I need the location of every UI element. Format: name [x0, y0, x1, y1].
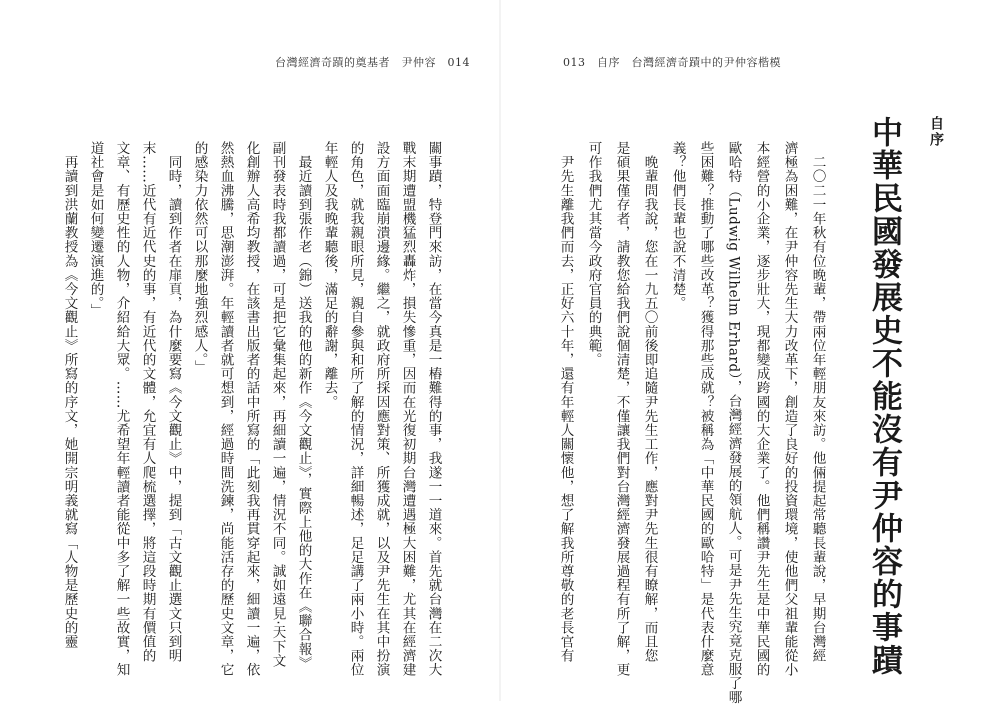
text-column: 道社會是如何變遷演進的。」 [87, 141, 104, 318]
text-column: 年輕人及我晚輩聽後，滿足的辭謝，離去。 [321, 141, 338, 409]
text-column: 歐哈特（Ludwig Wilhelm Erhard），台灣經濟發展的領航人。可是尹先生究竟克服了哪 [725, 141, 742, 704]
text-column: 些困難？推動了哪些改革？獲得那些成就？被稱為「中華民國的歐哈特」是代表什麼意 [697, 141, 714, 677]
text-column: 最近讀到張作老（錦）送我的他的新作《今文觀止》，實際上他的大作在《聯合報》 [295, 141, 312, 670]
section-label: 自序 [928, 116, 944, 148]
text-column: 的角色，就我親眼所見，親自參與和所了解的情況，詳細暢述，足足講了兩小時。兩位 [347, 141, 364, 677]
left-running-head: 台灣經濟奇蹟的奠基者 尹仲容 014 [275, 56, 470, 69]
chapter-title: 中華民國發展史不能沒有尹仲容的事蹟 [866, 116, 902, 677]
text-column: 二〇二一年秋有位晚輩，帶兩位年輕朋友來訪。他倆提起常聽長輩說，早期台灣經 [809, 141, 826, 663]
text-column: 同時，讀到作者在扉頁，為什麼要寫《今文觀止》中，提到「古文觀止選文只到明 [165, 141, 182, 663]
text-column: 可作我們尤其當今政府官員的典範。 [585, 141, 602, 367]
text-column: 義？他們長輩也說不清楚。 [669, 141, 686, 311]
text-column: 關事蹟，特登門來訪，在當今真是一樁難得的事，我遂一一道來。首先就台灣在二次大 [425, 141, 442, 677]
text-column: 的感染力依然可以那麼地強烈感人。」 [191, 141, 208, 374]
book-gutter [499, 0, 501, 701]
text-column: 戰末期遭盟機猛烈轟炸，損失慘重，因而在光復初期台灣遭遇極大困難，尤其在經濟建 [399, 141, 416, 677]
text-column: 副刊發表時我都讀過，可是把它彙集起來，再細讀一遍，情況不同。誠如遠見‧天下文 [269, 141, 286, 668]
text-column: 再讀到洪蘭教授為《今文觀止》所寫的序文，她開宗明義就寫「人物是歷史的靈 [61, 141, 78, 649]
text-column: 文章、有歷史性的人物，介紹給大眾。……尤希望年輕讀者能從中多了解一些故實，知 [113, 141, 130, 677]
text-column: 是碩果僅存者，請教您給我們說個清楚，不僅讓我們對台灣經濟發展過程有所了解，更 [613, 141, 630, 677]
text-column: 化創辦人高希均教授，在該書出版者的話中所寫的「此刻我再貫穿起來，細讀一遍，依 [243, 141, 260, 677]
text-column: 晚輩問我說，您在一九五〇前後即追隨尹先生工作，應對尹先生很有瞭解，而且您 [641, 141, 658, 663]
text-column: 設方面面臨崩潰邊緣。繼之，就政府所採因應對策、所獲成就，以及尹先生在其中扮演 [373, 141, 390, 677]
text-column: 尹先生離我們而去，正好六十年，還有年輕人關懷他，想了解我所尊敬的老長官有 [557, 141, 574, 663]
text-column: 末……近代有近代史的事，有近代的文體，允宜有人爬梳選擇，將這段時期有價值的 [139, 141, 156, 663]
right-running-head: 013 自序 台灣經濟奇蹟中的尹仲容楷模 [563, 56, 781, 69]
text-column: 濟極為困難，在尹仲容先生大力改革下，創造了良好的投資環境，使他們父祖輩能從小 [781, 141, 798, 677]
text-column: 本經營的小企業，逐步壯大，現都變成跨國的大企業了。他們稱讚尹先生是中華民國的 [753, 141, 770, 677]
text-column: 然熱血沸騰，思潮澎湃。年輕讀者就可想到，經過時間洗鍊，尚能活存的歷史文章，它 [217, 141, 234, 677]
